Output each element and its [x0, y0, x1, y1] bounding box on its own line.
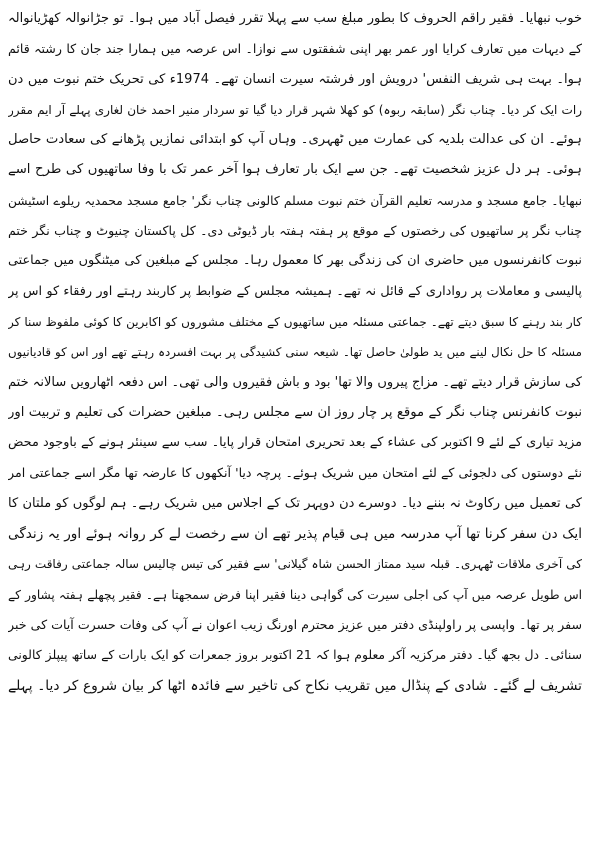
text-line: کے دیہات میں تعارف کرایا اور عمر بھر اپنی شفقتوں سے نوازا۔ اس عرصہ میں ہمارا جند جان کا رشتہ قائم	[8, 41, 582, 57]
text-line: رات ایک کر دیا۔ چناب نگر (سابقہ ربوہ) کو کھلا شہر قرار دیا گیا تو سردار منیر احمد خان لغاری پہلے آر ایم مقرر	[8, 102, 582, 117]
text-line: پالیسی و معاملات پر رواداری کے قائل نہ تھے۔ ہمیشہ مجلس کے ضوابط پر کاربند رہتے اور رفقاء کو اس پر	[8, 283, 582, 299]
text-line: مزید تیاری کے لئے 9 اکتوبر کی عشاء کے بعد تحریری امتحان قرار پایا۔ سب سے سینئر ہونے کے باوجود محض	[8, 435, 582, 451]
text-line: ہوا۔ بہت ہی شریف النفس' درویش اور فرشتہ سیرت انسان تھے۔ 1974ء کی تحریک ختم نبوت میں دن	[8, 71, 582, 87]
text-line: ایک دن سفر کرنا تھا آپ مدرسہ میں ہی قیام پذیر تھے ان سے رخصت لے کر روانہ ہوئے اور یہ زندگی	[8, 526, 582, 543]
text-line: سفر پر تھا۔ واپسی پر راولپنڈی دفتر میں عزیز محترم اورنگ زیب اعوان نے آپ کی وفات حسرت آیات کی خبر	[8, 616, 582, 632]
text-line: ہوئی۔ ہر دل عزیز شخصیت تھے۔ جن سے ایک بار تعارف ہوا آخر عمر تک با وفا ساتھیوں کی طرح اسے	[8, 162, 582, 178]
text-line: کی سازش قرار دیتے تھے۔ مزاج پیروں والا تھا' بود و باش فقیروں والی تھی۔ اس دفعہ اٹھارویں سالانہ ختم	[8, 374, 582, 390]
text-line: مسئلہ کا حل نکال لینے میں ید طولیٰ حاصل تھا۔ شیعہ سنی کشیدگی پر بہت افسردہ رہتے تھے اور اس کو قادیانیوں	[8, 345, 582, 360]
text-line: نبوت کانفرنس چناب نگر کے موقع پر چار روز ان سے مجلس رہی۔ مبلغین حضرات کی تعلیم و تربیت اور	[8, 404, 582, 420]
text-line: سنائی۔ دل بجھ گیا۔ دفتر مرکزیہ آکر معلوم ہوا کہ 21 اکتوبر بروز جمعرات کو ایک بارات کے ساتھ پیپلز کالونی	[8, 647, 582, 663]
text-line: چناب نگر پر ساتھیوں کی رخصتوں کے موقع پر ہفتہ ہفتہ بار ڈیوٹی دی۔ کل پاکستان چنیوٹ و چناب نگر ختم	[8, 223, 582, 239]
text-line: خوب نبھایا۔ فقیر راقم الحروف کا بطور مبلغ سب سے پہلا تقرر فیصل آباد میں ہوا۔ تو جڑانوالہ کھڑیانوالہ	[8, 11, 582, 26]
text-line: کی آخری ملاقات ٹھہری۔ قبلہ سید ممتاز الحسن شاہ گیلانی' سے فقیر کی تیس چالیس سالہ جماعتی رفاقت رہی	[8, 557, 582, 572]
text-line: کار بند رہنے کا سبق دیتے تھے۔ جماعتی مسئلہ میں ساتھیوں کے مختلف مشوروں کو اکابرین کا کوئی ملفوظ سنا کر	[8, 314, 582, 329]
text-line: نبوت کانفرنسوں میں حاضری ان کی زندگی بھر کا معمول رہا۔ مجلس کے مبلغین کی میٹنگوں میں جماعتی	[8, 253, 582, 269]
text-line: اس طویل عرصہ میں آپ کی اجلی سیرت کی گواہی دینا فقیر اپنا فرض سمجھتا ہے۔ فقیر پچھلے ہفتہ پشاور کے	[8, 587, 582, 602]
text-line: نبھایا۔ جامع مسجد و مدرسہ تعلیم القرآن ختم نبوت مسلم کالونی چناب نگر' جامع مسجد محمدیہ ریلوے اسٹیشن	[8, 193, 582, 208]
text-line: ہوئے۔ ان کی عدالت بلدیہ کی عمارت میں ٹھہری۔ وہاں آپ کو ابتدائی نمازیں پڑھانے کی سعادت حاصل	[8, 132, 582, 148]
text-line: نئے دوستوں کی دلجوئی کے لئے امتحان میں شریک ہوئے۔ پرچہ دیا' آنکھوں کا عارضہ تھا مگر اسے جماعتی امر	[8, 465, 582, 481]
text-line: کی تعمیل میں رکاوٹ نہ بننے دیا۔ دوسرے دن دوپہر تک کے اجلاس میں شریک رہے۔ ہم لوگوں کو ملتان کا	[8, 495, 582, 511]
text-line: تشریف لے گئے۔ شادی کے پنڈال میں تقریب نکاح کی تاخیر سے فائدہ اٹھا کر بیان شروع کر دیا۔ پہلے	[8, 677, 582, 694]
